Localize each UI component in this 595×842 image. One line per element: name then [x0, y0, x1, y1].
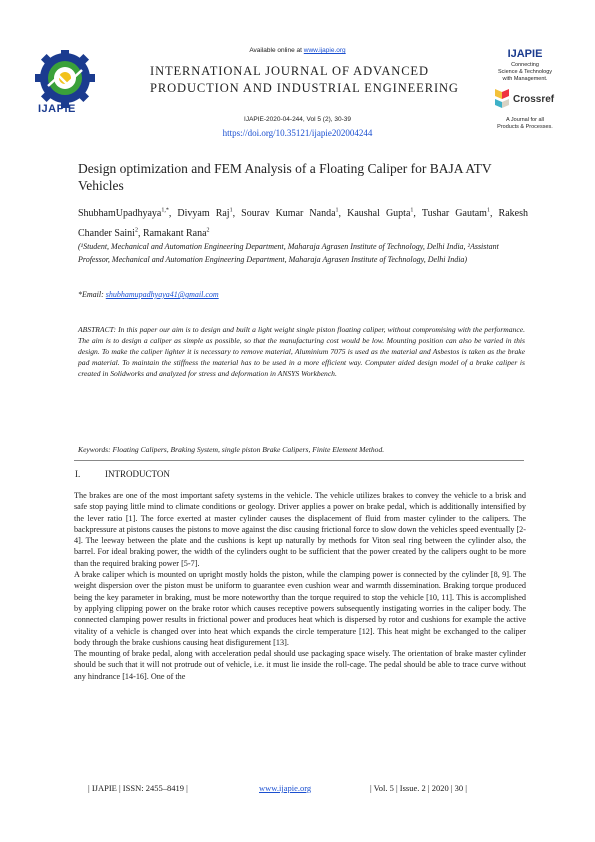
- author-name: Kaushal Gupta: [347, 208, 411, 220]
- badge-tagline-line: with Management.: [502, 76, 548, 82]
- badge-tagline-line: Science & Technology: [497, 69, 553, 75]
- email-label: *Email:: [78, 290, 106, 299]
- badge-tagline: [470, 62, 580, 83]
- logo-text: IJAPIE: [38, 103, 76, 115]
- journal-title: [150, 63, 460, 97]
- crossref-label: Crossref: [513, 94, 555, 105]
- affiliation: (¹Student, Mechanical and Automation Engineering Department, Maharaja Agrasen Institute of Technology, Delhi India, ²Assistant Professor, Mechanical and Automation Engineering Department, Maharaja Agrasen Institute of Technology, Delhi India): [78, 242, 499, 264]
- author-name: Tushar Gautam: [421, 208, 487, 220]
- author-affiliation-marker: 1: [229, 208, 233, 214]
- email-link[interactable]: shubhamupadhyaya41@gmail.com: [105, 290, 219, 299]
- keywords: Keywords: Floating Calipers, Braking System, single piston Brake Calipers, Finite Element Method.: [78, 445, 385, 454]
- crossref-icon: [493, 87, 511, 109]
- author-affiliation-marker: 2: [134, 227, 138, 234]
- abstract: [78, 324, 525, 379]
- journal-website-link[interactable]: www.ijapie.org: [303, 47, 346, 54]
- author-affiliation-marker: 1: [335, 208, 339, 214]
- author-affiliation-marker: 1: [410, 208, 414, 214]
- author-list: ShubhamUpadhyaya$^{1,*}$, Divyam Raj$^1$, Sourav Kumar Nanda$^1$, Kaushal Gupta$^1$, Tushar Gautam$^1$, Rakesh Chander Saini$^2$, Ramakant Rana$^2$: [78, 208, 528, 239]
- paper-title: Design optimization and FEM Analysis of a Floating Caliper for BAJA ATV Vehicles: [78, 161, 492, 193]
- journal-title-line: PRODUCTION AND INDUSTRIAL ENGINEERING: [150, 81, 459, 95]
- author-name: Sourav Kumar Nanda: [241, 208, 336, 220]
- email-line: [78, 290, 219, 299]
- author-name: ShubhamUpadhyaya: [78, 208, 162, 220]
- footer-website-link[interactable]: www.ijapie.org: [259, 783, 312, 793]
- author-affiliation-marker: 1,*: [161, 208, 169, 214]
- footer-issn: | IJAPIE | ISSN: 2455–8419 |: [88, 783, 188, 793]
- journal-badge-panel: [470, 48, 580, 131]
- section-divider: [74, 460, 524, 461]
- badge-title: IJAPIE: [507, 48, 543, 60]
- doi-link[interactable]: https://doi.org/10.35121/ijapie202004244: [222, 128, 373, 138]
- badge-tagline-line: Connecting: [511, 62, 539, 68]
- badge-note-line: Products & Processes.: [497, 124, 553, 130]
- author-affiliation-marker: 2: [206, 227, 210, 234]
- availability-prefix: Available online at: [249, 47, 304, 54]
- author-name: Ramakant Rana: [142, 227, 207, 239]
- crossref-logo: [493, 87, 557, 109]
- journal-gear-logo-icon: [20, 50, 110, 110]
- journal-title-line: INTERNATIONAL JOURNAL OF ADVANCED: [150, 64, 429, 78]
- article-meta: IJAPIE-2020-04-244, Vol 5 (2), 30-39: [244, 116, 351, 123]
- body-paragraph: The brakes are one of the most important safety systems in the vehicle. The vehicle utilizes brakes to convey the vehicle to a brisk and safe stop paying little mind to climate conditions or geology. Driver applies a power on brake pedal, which is additionally intensified by the lever ratio [1]. The force exerted at master cylinder causes the displacement of fluid from master cylinder to the calipers. The backpressure at pistons causes the pistons to move against the disc causing frictional force to slow down the vehicles speed eventually [2-4]. The leeway between the plate and the cushions is kept up naturally by methods for Viton seal ring between the cylinder also, the barrel. For ideal braking power, the width of the cylinders ought to be sufficient that the power created by the calipers ought to be more than the required braking power [5-7].: [74, 491, 526, 568]
- body-paragraph: A brake caliper which is mounted on upright mostly holds the piston, while the clamping power is connected by the cylinder [8, 9]. The weight dispersion over the piston must be uniform to guarantee even cushion wear and warmth dissemination. Braking torque produced being the key parameter in braking, must be more noteworthy than the torque required to stop the vehicle [10, 11]. This is accomplished by applying clipping power on the brake rotor which causes receptive powers subsequently instigating worries in the caliper body. The connected clamping power results in frictional power and produces heat which is dispersed by rotor and cushions for example the active vitality of a vehicle is changed over into heat which expands the circle temperature [12]. This heat might be exchanged to the caliper body through the brake cushions causing heat disfigurement [13].: [74, 570, 526, 647]
- author-affiliation-marker: 1: [486, 208, 490, 214]
- footer-volume-info: | Vol. 5 | Issue. 2 | 2020 | 30 |: [370, 783, 467, 793]
- author-name: Rakesh Chander Saini: [78, 208, 528, 239]
- badge-note-line: A Journal for all: [506, 117, 544, 123]
- badge-note: [470, 117, 580, 131]
- section-title: INTRODUCTON: [105, 469, 170, 479]
- section-number: I.: [75, 469, 81, 479]
- author-name: Divyam Raj: [177, 208, 230, 220]
- abstract-label: ABSTRACT:: [78, 325, 116, 334]
- abstract-text: In this paper our aim is to design and built a light weight single piston floating caliper, without compromising with the performance. The aim is to design a caliper as simple as possible, so that the manufacturing cost would be low. Mounting position can also be varied in this design. To make the caliper lighter it is necessary to remove material, Aluminium 7075 is used as the material and Asbestos is taken as the brake pad material. To maintain the stiffness the material has to be used in a more efficient way. Computer aided design model of a brake caliper is created in Solidworks and analyzed for stress and deformation in ANSYS Workbench.: [78, 325, 525, 378]
- section-heading: [75, 469, 170, 479]
- section-body: [74, 490, 526, 682]
- body-paragraph: The mounting of brake pedal, along with acceleration pedal should use packaging space wisely. The orientation of brake master cylinder should be such that it will not protrude out of vehicle, i.e. it must lie inside the roll-cage. The pedal should be able to trace curve without any hindrance [14-16]. One of the: [74, 649, 526, 681]
